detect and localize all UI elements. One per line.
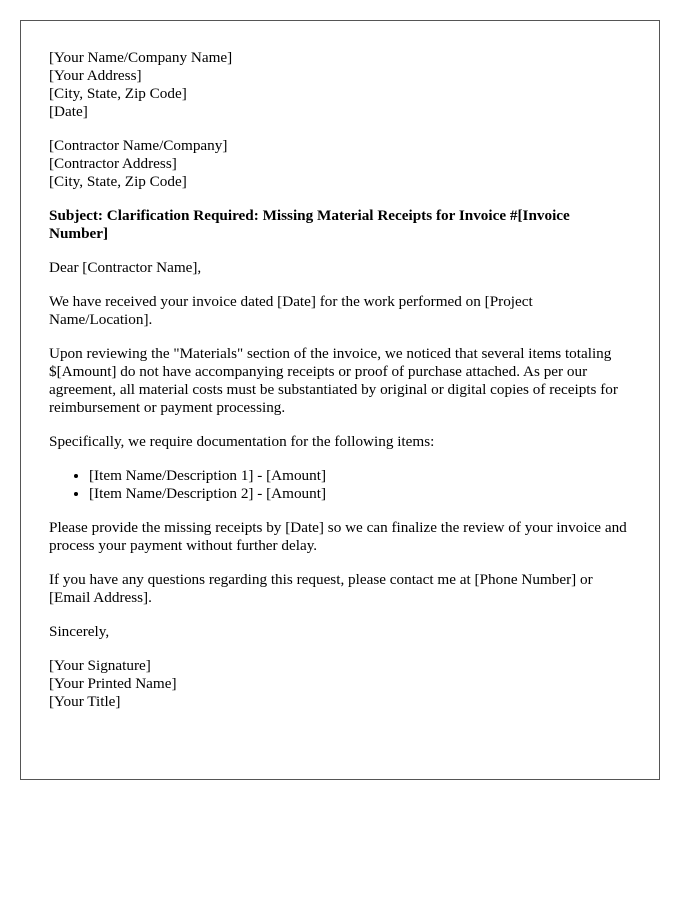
recipient-block <box>49 137 631 191</box>
list-item: • [Item Name/Description 1] - [Amount] <box>89 467 631 485</box>
recipient-address: [Contractor Address] <box>49 155 177 172</box>
closing: Sincerely, <box>49 623 110 640</box>
paragraph-invoice-received: We have received your invoice dated [Date] for the work performed on [Project Name/Location]. <box>49 293 533 328</box>
recipient-city: [City, State, Zip Code] <box>49 173 187 190</box>
salutation: Dear [Contractor Name], <box>49 259 202 276</box>
paragraph-items-intro: Specifically, we require documentation for the following items: <box>49 433 435 450</box>
sender-address: [Your Address] <box>49 67 142 84</box>
items-list <box>49 467 631 503</box>
signer-title: [Your Title] <box>49 693 121 710</box>
sender-block <box>49 49 631 121</box>
printed-name: [Your Printed Name] <box>49 675 177 692</box>
paragraph-deadline: Please provide the missing receipts by [Date] so we can finalize the review of your invoice and process your payment without further delay. <box>49 519 627 554</box>
list-item: • [Item Name/Description 2] - [Amount] <box>89 485 631 503</box>
signature: [Your Signature] <box>49 657 151 674</box>
sender-name: [Your Name/Company Name] <box>49 49 233 66</box>
sender-city: [City, State, Zip Code] <box>49 85 187 102</box>
recipient-name: [Contractor Name/Company] <box>49 137 228 154</box>
paragraph-contact: If you have any questions regarding this request, please contact me at [Phone Number] or [Email Address]. <box>49 571 593 606</box>
letter-page <box>20 20 660 780</box>
signature-block <box>49 657 631 711</box>
subject-line: Subject: Clarification Required: Missing Material Receipts for Invoice #[Invoice Number] <box>49 207 570 242</box>
paragraph-missing-receipts: Upon reviewing the "Materials" section of the invoice, we noticed that several items totaling $[Amount] do not have accompanying receipts or proof of purchase attached. As per our agreement, all material costs must be substantiated by original or digital copies of receipts for reimbursement or payment processing. <box>49 345 618 416</box>
sender-date: [Date] <box>49 103 88 120</box>
